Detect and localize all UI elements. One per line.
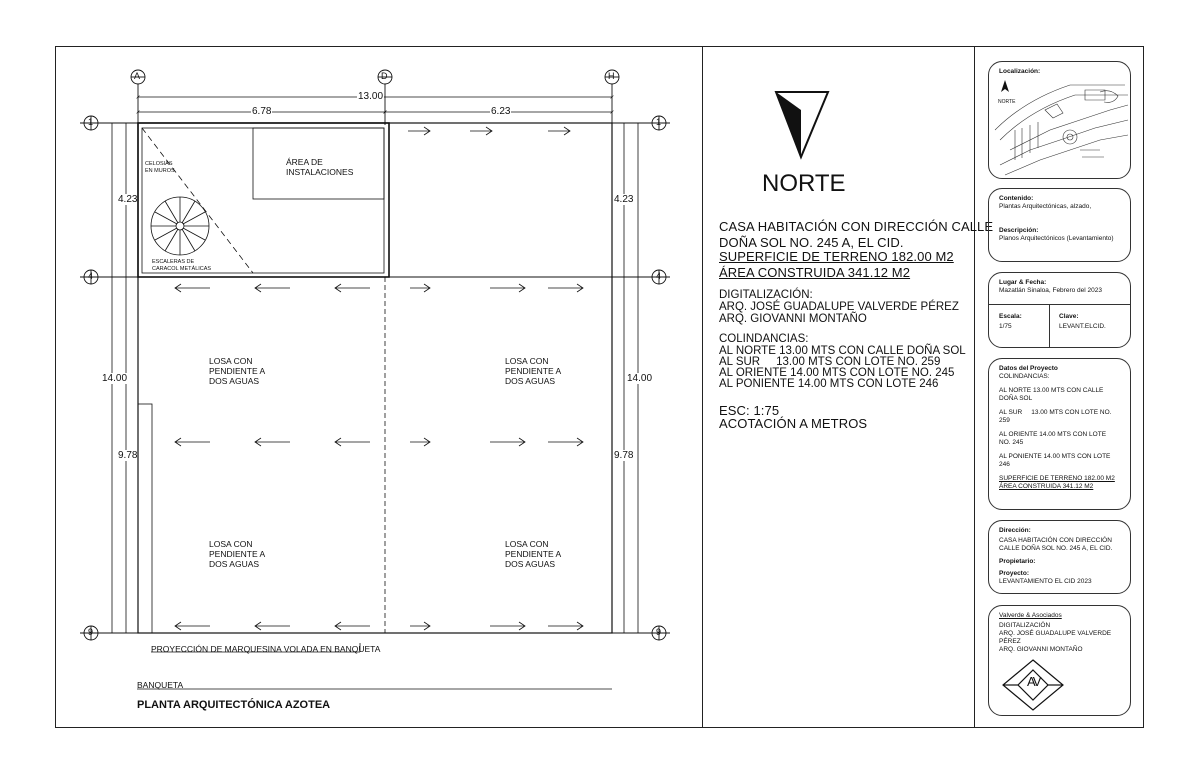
key-value: LEVANT.ELCID. [1059,323,1106,330]
axis-label-1-left: 1 [88,117,94,127]
slab-label-upper-left: LOSA CON PENDIENTE A DOS AGUAS [209,356,266,386]
axis-label-9-right: 9 [656,627,662,637]
project-value: LEVANTAMIENTO EL CID 2023 [999,578,1092,585]
north-label: NORTE [762,170,846,197]
project-data-card [988,358,1131,510]
digitization-person-1: ARQ. JOSÉ GUADALUPE VALVERDE PÉREZ [719,301,959,313]
upper-room-outline [138,123,389,277]
dim-lower-left: 9.78 [118,450,138,461]
scale-title: Escala: [999,313,1022,320]
dim-depth-right: 14.00 [627,373,653,384]
pd-land: SUPERFICIE DE TERRENO 182.00 M2 [999,475,1115,482]
key-title: Clave: [1059,313,1079,320]
axis-label-a: A [134,71,141,81]
digitization-person-2: ARQ. GIOVANNI MONTAÑO [719,313,867,325]
dim-upper-right: 4.23 [614,194,634,205]
location-title: Localización: [999,68,1041,75]
description-value: Planos Arquitectónicos (Levantamiento) [999,235,1114,242]
units-note: ACOTACIÓN A METROS [719,416,868,431]
marquee-label: PROYECCIÓN DE MARQUESINA VOLADA EN BANQUETA [151,644,381,654]
scale-note: ESC: 1:75 [719,403,780,418]
boundary-west: AL PONIENTE 14.00 MTS CON LOTE 246 [719,378,939,390]
slab-label-lower-right: LOSA CON PENDIENTE A DOS AGUAS [505,539,562,569]
pd-boundaries: COLINDANCIAS: [999,373,1050,380]
pd-north: AL NORTE 13.00 MTS CON CALLE DOÑA SOL [999,387,1104,402]
boundary-north: AL NORTE 13.00 MTS CON CALLE DOÑA SOL [719,345,966,357]
place-date-value: Mazatlán Sinaloa, Febrero del 2023 [999,287,1102,294]
land-area: SUPERFICIE DE TERRENO 182.00 M2 [719,249,954,264]
address-value: CASA HABITACIÓN CON DIRECCIÓN CALLE DOÑA SOL NO. 245 A, EL CID. [999,537,1113,552]
pd-west: AL PONIENTE 14.00 MTS CON LOTE 246 [999,453,1111,468]
axis-label-d: D [381,71,388,81]
address-title: Dirección: [999,527,1031,534]
firm-name: Valverde & Asociados [999,612,1062,619]
dim-upper-left: 4.23 [118,194,138,205]
address-card [988,520,1131,594]
owner-title: Propietario: [999,558,1036,565]
pd-south: AL SUR 13.00 MTS CON LOTE NO. 259 [999,409,1112,424]
stairs-label: ESCALERAS DE CARACOL METÁLICAS [152,259,212,272]
axis-label-4-left: 4 [88,271,94,281]
description-title: Descripción: [999,227,1039,234]
location-card [988,61,1131,179]
installations-label: ÁREA DE INSTALACIONES [286,157,354,177]
axis-label-9-left: 9 [88,627,94,637]
scale-value: 1/75 [999,323,1012,330]
axis-label-1-right: 1 [656,117,662,127]
spiral-stair-symbol [151,197,209,255]
digitization-title: DIGITALIZACIÓN: [719,289,813,301]
location-north-text: NORTE [998,99,1016,105]
pd-east: AL ORIENTE 14.00 MTS CON LOTE NO. 245 [999,431,1107,446]
firm-digitization: DIGITALIZACIÓN [999,622,1051,629]
content-value: Plantas Arquitectónicas, alzado, [999,203,1092,210]
lattice-dashed-line [142,128,253,273]
marquee-strip [138,404,152,633]
place-date-title: Lugar & Fecha: [999,279,1047,286]
built-area: ÁREA CONSTRUIDA 341.12 M2 [719,265,911,280]
sidewalk-label: BANQUETA [137,680,184,690]
boundary-east: AL ORIENTE 14.00 MTS CON LOTE NO. 245 [719,367,955,379]
place-date-card [988,272,1131,348]
axis-label-h: H [608,71,615,81]
dim-right-width: 6.23 [491,106,511,117]
north-arrow-symbol [776,92,828,157]
slab-label-upper-right: LOSA CON PENDIENTE A DOS AGUAS [505,356,562,386]
boundaries-title: COLINDANCIAS: [719,333,809,345]
content-title: Contenido: [999,195,1034,202]
firm-person-2: ARQ. GIOVANNI MONTAÑO [999,646,1083,653]
content-card [988,188,1131,262]
slab-label-lower-left: LOSA CON PENDIENTE A DOS AGUAS [209,539,266,569]
axis-label-4-right: 4 [656,271,662,281]
drawing-title: PLANTA ARQUITECTÓNICA AZOTEA [137,699,331,711]
firm-logo-letters: AV [1027,674,1040,689]
dim-depth-left: 14.00 [102,373,128,384]
pd-built: ÁREA CONSTRUIDA 341.12 M2 [999,483,1094,490]
dim-total-width: 13.00 [358,91,384,102]
firm-person-1: ARQ. JOSÉ GUADALUPE VALVERDE PÉREZ [999,630,1112,645]
firm-card [988,605,1131,716]
dim-lower-right: 9.78 [614,450,634,461]
project-title: Proyecto: [999,570,1029,577]
lattice-label: CELOSIAS EN MUROS [145,161,175,174]
boundary-south: AL SUR 13.00 MTS CON LOTE NO. 259 [719,356,941,368]
project-data-title: Datos del Proyecto [999,365,1058,372]
dim-left-width: 6.78 [252,106,272,117]
house-title: CASA HABITACIÓN CON DIRECCIÓN CALLE DOÑA SOL NO. 245 A, EL CID. [719,219,994,250]
